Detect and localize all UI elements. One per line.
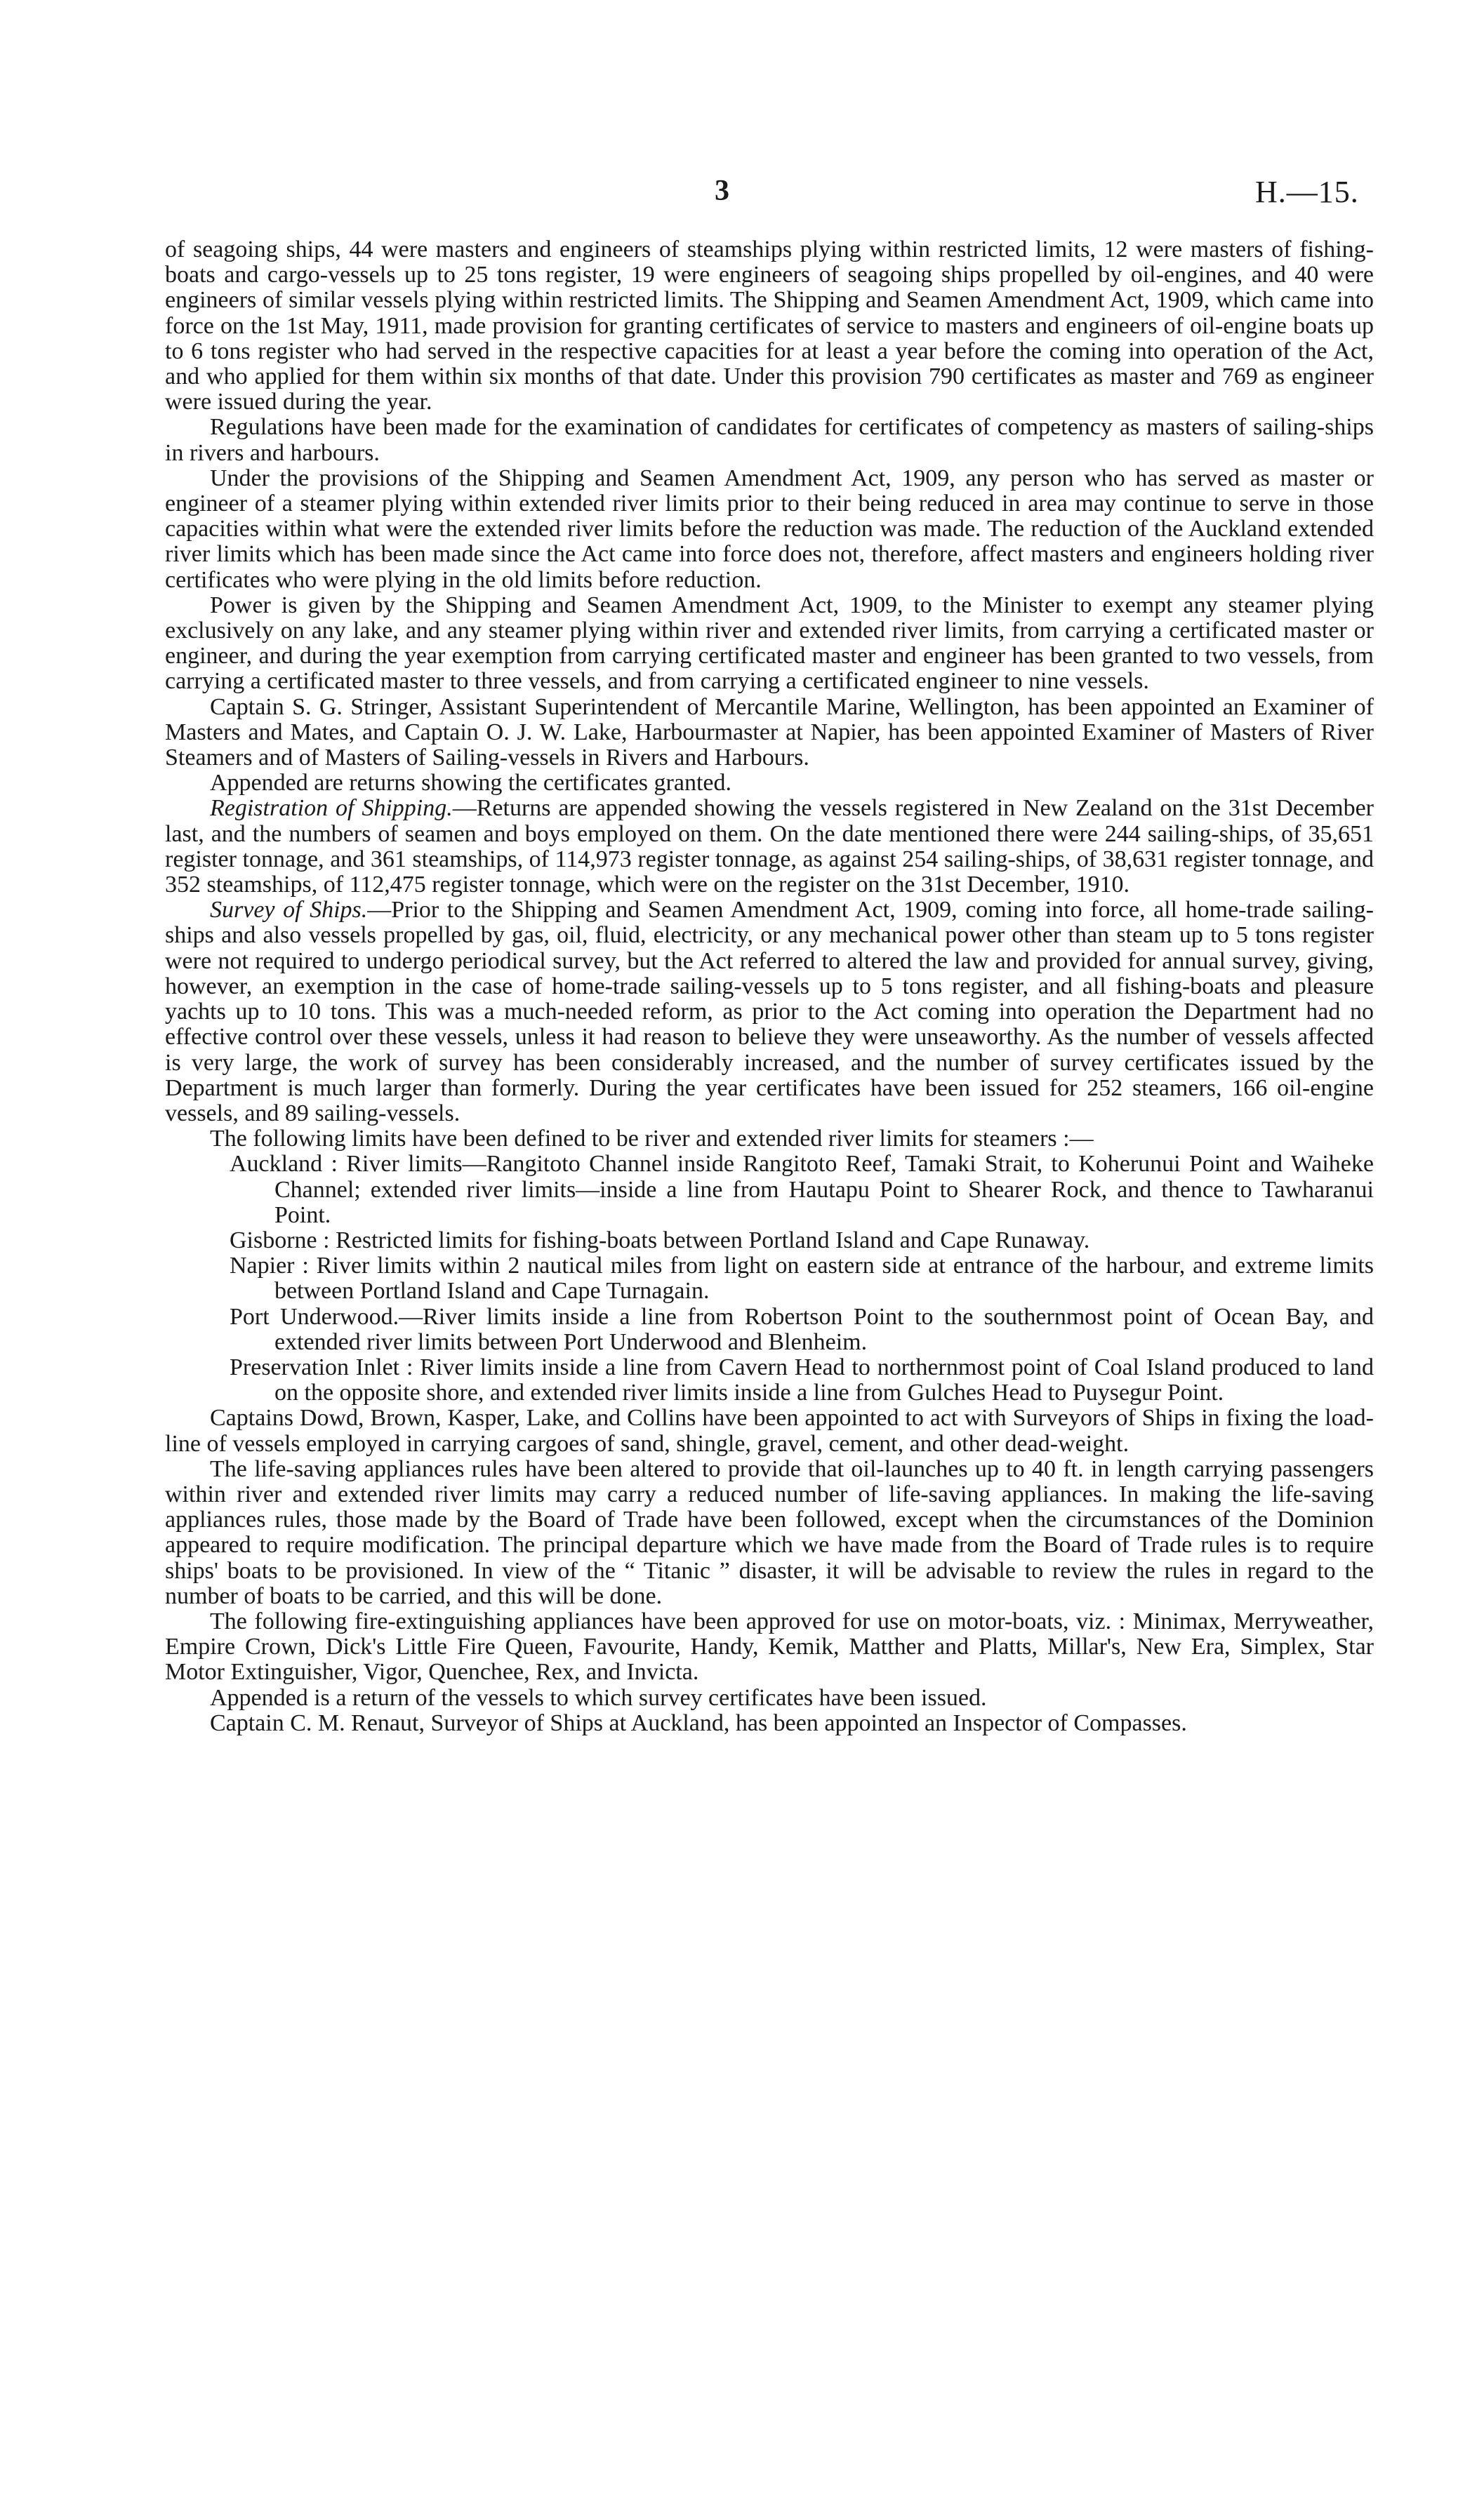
- paragraph-text: Regulations have been made for the examination of candidates for certificates of competency as masters of sailing-ships in rivers and harbours.: [165, 414, 1374, 466]
- section-heading: Survey of Ships.: [210, 897, 368, 924]
- limit-entry-preservation-inlet: [230, 1355, 1374, 1406]
- paragraph-text: Port Underwood.—River limits inside a line from Robertson Point to the southernmost point of Ocean Bay, and extended river limits between Port Underwood and Blenheim.: [230, 1303, 1374, 1355]
- paragraph-text: Appended is a return of the vessels to which survey certificates have been issued.: [210, 1684, 987, 1711]
- paragraph-limits-intro: [165, 1126, 1374, 1152]
- section-heading: Registration of Shipping.: [210, 795, 453, 822]
- paragraph-text: Captains Dowd, Brown, Kasper, Lake, and Collins have been appointed to act with Surveyors of Ships in fixing the load-line of vessels employed in carrying cargoes of sand, shingle, gravel, cement, and other dead-weight.: [165, 1405, 1374, 1457]
- paragraph-load-line-captains: [165, 1406, 1374, 1456]
- paragraph-river-limits-provisions: [165, 466, 1374, 593]
- paragraph-text: The following limits have been defined to be river and extended river limits for steamers :—: [210, 1126, 1094, 1152]
- paragraph-examiner-appointments: [165, 695, 1374, 771]
- paragraph-text: The life-saving appliances rules have been altered to provide that oil-launches up to 40 ft. in length carrying passengers within river and extended river limits may carry a reduced number of life-saving appliances. In making the life-saving appliances rules, those made by the Board of Trade have been followed, except when the circumstances of the Dominion appeared to require modification. The principal departure which we have made from the Board of Trade rules is to require ships' boats to be provisioned. In view of the “ Titanic ” disaster, it will be advisable to review the rules in regard to the number of boats to be carried, and this will be done.: [165, 1455, 1374, 1609]
- paragraph-text: Under the provisions of the Shipping and Seamen Amendment Act, 1909, any person who has served as master or engineer of a steamer plying within extended river limits prior to their being reduced in area may continue to serve in those capacities within what were the extended river limits before the reduction was made. The reduction of the Auckland extended river limits which has been made since the Act came into force does not, therefore, affect masters and engineers holding river certificates who were plying in the old limits before reduction.: [165, 465, 1374, 593]
- paragraph-text: Auckland : River limits—Rangitoto Channel inside Rangitoto Reef, Tamaki Strait, to Koherunui Point and Waiheke Channel; extended river limits—inside a line from Hautapu Point to Shearer Rock, and thence to Tawharanui Point.: [230, 1151, 1374, 1228]
- paragraph-text: —Prior to the Shipping and Seamen Amendment Act, 1909, coming into force, all home-trade sailing-ships and also vessels propelled by gas, oil, fluid, electricity, or any mechanical power other than steam up to 5 tons register were not required to undergo periodical survey, but the Act referred to altered the law and provided for annual survey, giving, however, an exemption in the case of home-trade sailing-vessels up to 5 tons register, and all fishing-boats and pleasure yachts up to 10 tons. This was a much-needed reform, as prior to the Act coming into operation the Department had no effective control over these vessels, unless it had reason to believe they were unseaworthy. As the number of vessels affected is very large, the work of survey has been considerably increased, and the number of survey certificates issued by the Department is much larger than formerly. During the year certificates have been issued for 252 steamers, 166 oil-engine vessels, and 89 sailing-vessels.: [165, 897, 1374, 1126]
- limit-entry-port-underwood: [230, 1305, 1374, 1355]
- paragraph-text: The following fire-extinguishing appliances have been approved for use on motor-boats, viz. : Minimax, Merryweather, Empire Crown, Dick's Little Fire Queen, Favourite, Handy, Kemik, Matther and Platts, Millar's, New Era, Simplex, Star Motor Extinguisher, Vigor, Quenchee, Rex, and Invicta.: [165, 1608, 1374, 1686]
- paragraph-fire-extinguishers: [165, 1609, 1374, 1686]
- limit-entry-napier: [230, 1253, 1374, 1304]
- limit-entry-auckland: [230, 1152, 1374, 1228]
- page-header: [0, 174, 1484, 216]
- paragraph-compass-inspector: [165, 1711, 1374, 1736]
- paragraph-text: Appended are returns showing the certificates granted.: [210, 770, 731, 796]
- paragraph-text: Gisborne : Restricted limits for fishing-boats between Portland Island and Cape Runaway.: [230, 1227, 1090, 1253]
- paragraph-returns-appended: [165, 771, 1374, 796]
- page-number: 3: [715, 175, 729, 207]
- limit-entry-gisborne: [230, 1228, 1374, 1253]
- paragraph-text: of seagoing ships, 44 were masters and engineers of steamships plying within restricted limits, 12 were masters of fishing-boats and cargo-vessels up to 25 tons register, 19 were engineers of seagoing ships propelled by oil-engines, and 40 were engineers of similar vessels plying within restricted limits. The Shipping and Seamen Amendment Act, 1909, which came into force on the 1st May, 1911, made provision for granting certificates of service to masters and engineers of oil-engine boats up to 6 tons register who had served in the respective capacities for at least a year before the coming into operation of the Act, and who applied for them within six months of that date. Under this provision 790 certificates as master and 769 as engineer were issued during the year.: [165, 236, 1374, 415]
- paragraph-text: Captain S. G. Stringer, Assistant Superintendent of Mercantile Marine, Wellington, has been appointed an Examiner of Masters and Mates, and Captain O. J. W. Lake, Harbourmaster at Napier, has been appointed Examiner of Masters of River Steamers and of Masters of Sailing-vessels in Rivers and Harbours.: [165, 693, 1374, 771]
- paragraph-text: Captain C. M. Renaut, Surveyor of Ships at Auckland, has been appointed an Inspector of Compasses.: [210, 1709, 1187, 1736]
- report-body: [165, 237, 1374, 1736]
- paragraph-survey-of-ships: [165, 898, 1374, 1126]
- paragraph-text: Napier : River limits within 2 nautical miles from light on eastern side at entrance of the harbour, and extreme limits between Portland Island and Cape Turnagain.: [230, 1253, 1374, 1305]
- document-reference: H.—15.: [1255, 175, 1359, 209]
- paragraph-sailing-regulations: [165, 415, 1374, 465]
- paragraph-text: Preservation Inlet : River limits inside a line from Cavern Head to northernmost point of Coal Island produced to land on the opposite shore, and extended river limits inside a line from Gulches Head to Puysegur Point.: [230, 1354, 1374, 1406]
- paragraph-life-saving-rules: [165, 1457, 1374, 1609]
- paragraph-registration-of-shipping: [165, 796, 1374, 898]
- paragraph-exemptions: [165, 593, 1374, 695]
- paragraph-certificates-continued: [165, 237, 1374, 415]
- paragraph-text: —Returns are appended showing the vessels registered in New Zealand on the 31st December last, and the numbers of seamen and boys employed on them. On the date mentioned there were 244 sailing-ships, of 35,651 register tonnage, and 361 steamships, of 114,973 register tonnage, as against 254 sailing-ships, of 38,631 register tonnage, and 352 steamships, of 112,475 register tonnage, which were on the register on the 31st December, 1910.: [165, 795, 1374, 898]
- paragraph-text: Power is given by the Shipping and Seamen Amendment Act, 1909, to the Minister to exempt any steamer plying exclusively on any lake, and any steamer plying within river and extended river limits, from carrying a certificated master or engineer, and during the year exemption from carrying certificated master and engineer has been granted to two vessels, from carrying a certificated master to three vessels, and from carrying a certificated engineer to nine vessels.: [165, 592, 1374, 695]
- paragraph-survey-return: [165, 1686, 1374, 1711]
